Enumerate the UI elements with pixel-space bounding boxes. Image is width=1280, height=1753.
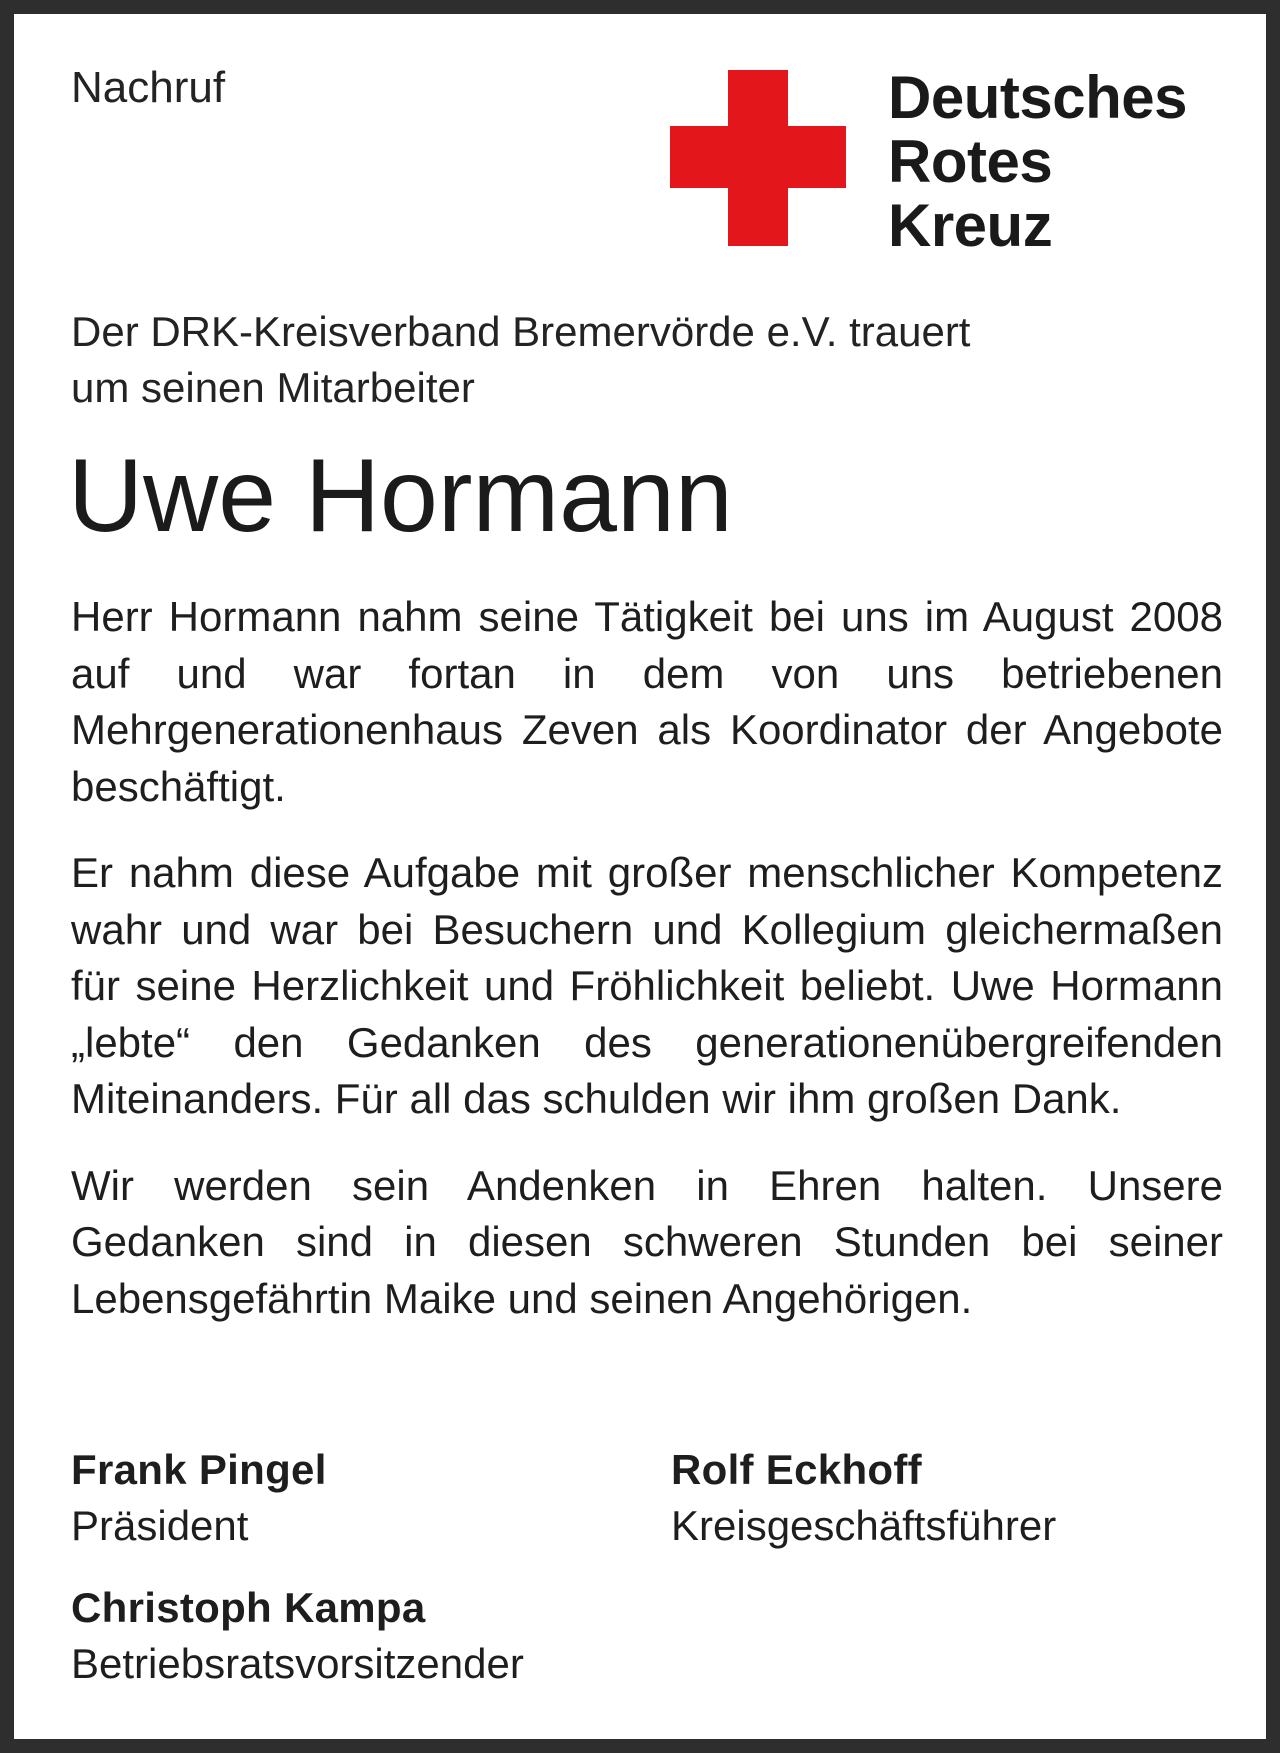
deceased-name: Uwe Hormann	[68, 438, 733, 554]
obituary-body	[71, 589, 1223, 1357]
wordmark-line-2: Rotes	[888, 128, 1053, 195]
signatory-2	[671, 1442, 1056, 1554]
wordmark-line-3: Kreuz	[888, 192, 1053, 259]
body-paragraph-2: Er nahm diese Aufgabe mit großer menschlicher Kompetenz wahr und war bei Besuchern und Kollegium gleichermaßen für seine Herzlichkeit und Fröhlichkeit beliebt. Uwe Hormann „lebte“ den Gedanken des generationenübergreifenden Miteinanders. Für all das schulden wir ihm großen Dank.	[71, 849, 1223, 1122]
drk-wordmark	[888, 66, 1187, 258]
signatory-name: Rolf Eckhoff	[671, 1446, 922, 1493]
body-paragraph-3: Wir werden sein Andenken in Ehren halten. Unsere Gedanken sind in diesen schweren Stunden bei seiner Lebensgefährtin Maike und seinen Angehörigen.	[71, 1161, 1223, 1322]
signatory-role: Betriebsratsvorsitzender	[71, 1640, 524, 1687]
intro-line-2: um seinen Mitarbeiter	[71, 364, 475, 411]
signatory-1	[71, 1442, 327, 1554]
obituary-card	[14, 14, 1266, 1739]
intro-text	[71, 304, 1221, 416]
drk-logo	[670, 64, 1230, 259]
signatory-3	[71, 1580, 524, 1692]
red-cross-icon	[670, 70, 846, 246]
obituary-kicker: Nachruf	[71, 63, 226, 112]
signatory-role: Präsident	[71, 1502, 249, 1549]
wordmark-line-1: Deutsches	[888, 64, 1187, 131]
signatory-name: Frank Pingel	[71, 1446, 327, 1493]
signatory-role: Kreisgeschäftsführer	[671, 1502, 1057, 1549]
signatory-name: Christoph Kampa	[71, 1584, 426, 1631]
body-paragraph-1: Herr Hormann nahm seine Tätigkeit bei uns im August 2008 auf und war fortan in dem von uns betriebenen Mehrgenerationenhaus Zeven als Koordinator der Angebote beschäftigt.	[71, 593, 1223, 810]
intro-line-1: Der DRK-Kreisverband Bremervörde e.V. trauert	[71, 308, 971, 355]
